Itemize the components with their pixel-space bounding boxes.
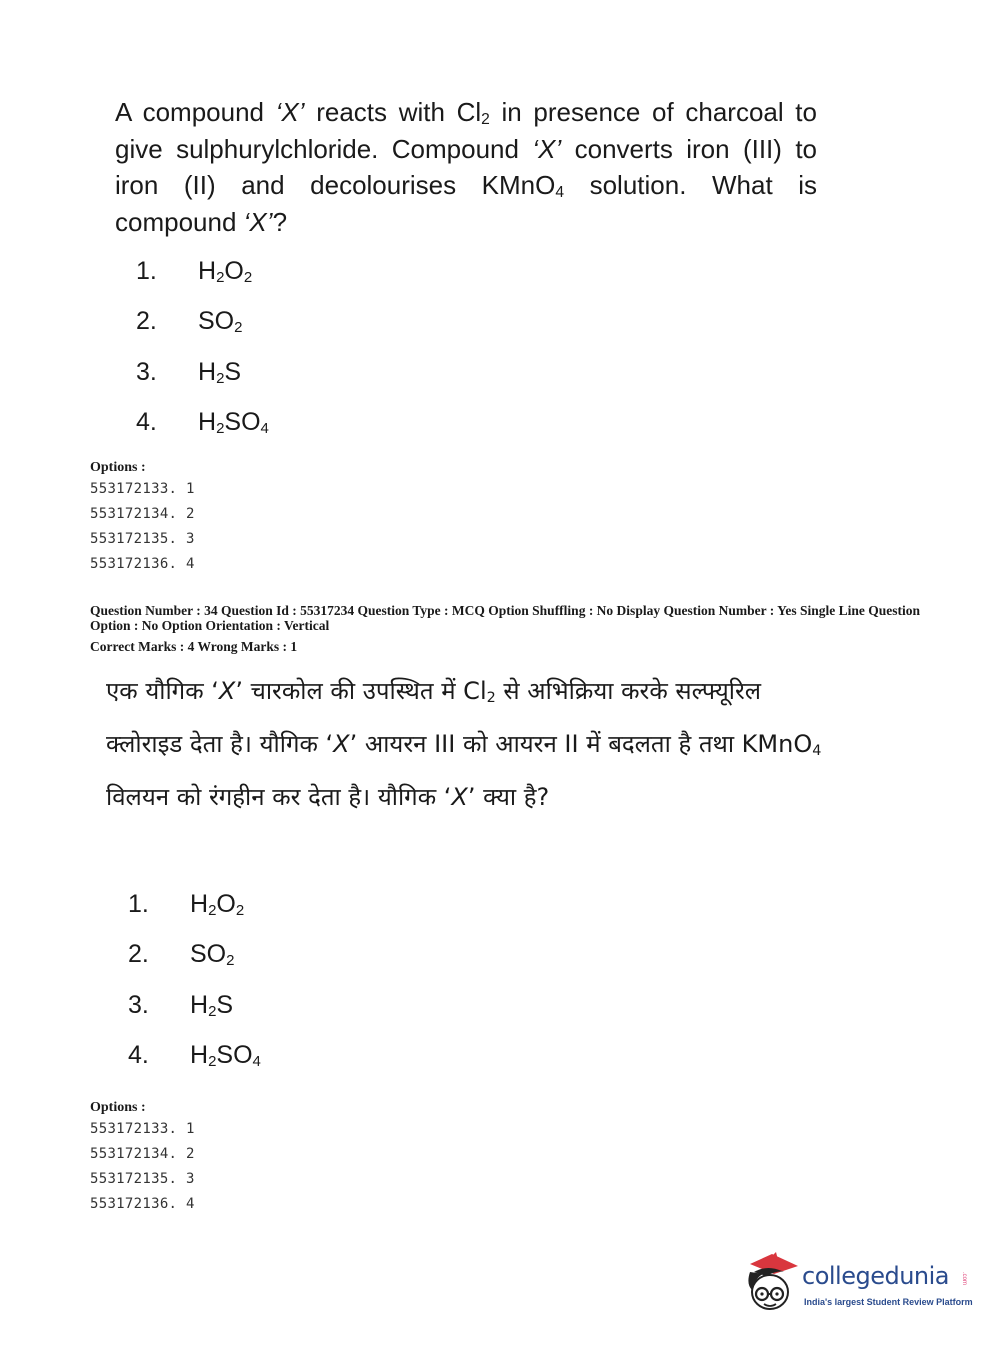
collegedunia-logo[interactable] (742, 1250, 982, 1320)
option-id: 553172136. 4 (90, 556, 195, 572)
compound-x: ‘X’ (532, 133, 562, 164)
option-id: 553172134. 2 (90, 1146, 195, 1162)
option-id: 553172135. 3 (90, 531, 195, 547)
subscript: 4 (555, 184, 565, 201)
option-id: 553172135. 3 (90, 1171, 195, 1187)
question-text-part: A compound (115, 97, 276, 127)
compound-x: X (333, 730, 350, 758)
answer-option-3: 3. $H_2S$ (136, 357, 242, 387)
answer-option-2: 2. $SO_2$ (128, 940, 235, 970)
options-label: Options : (90, 1100, 146, 1115)
answer-option-4: 4. $H_2SO_4$ (128, 1041, 261, 1071)
marks-meta: Correct Marks : 4 Wrong Marks : 1 (90, 639, 298, 654)
answer-option-list (128, 879, 261, 1081)
logo-wordmark: collegedunia (802, 1262, 950, 1290)
logo-com: .com (961, 1272, 967, 1286)
option-id: 553172133. 1 (90, 481, 195, 497)
question-text-part: solution. What is compound (115, 170, 817, 237)
answer-option-1: 1. $H_2O_2$ (136, 256, 253, 286)
options-label: Options : (90, 460, 146, 475)
option-id: 553172136. 4 (90, 1196, 195, 1212)
answer-option-2: 2. $SO_2$ (136, 307, 243, 337)
question-text-part: reacts with Cl (304, 97, 482, 127)
question-meta: Question Number : 34 Question Id : 55317234 Question Type : MCQ Option Shuffling : No Display Question Number : Yes Single Line Question Option : No Option Orientation : Vertical (90, 603, 920, 633)
option-id: 553172133. 1 (90, 1121, 195, 1137)
question-text-hindi: एक यौगिक ‘X’ चारकोल की उपस्थित में $Cl_2$ से अभिक्रिया करके सल्फ्यूरिल क्लोराइड देता है। यौगिक ‘X’ आयरन III को आयरन II में बदलता है तथा KMnO$_4$ विलयन को रंगहीन कर देता है। यौगिक ‘X’ क्या है? (106, 677, 822, 811)
answer-option-list (136, 246, 269, 448)
answer-option-4: 4. $H_2SO_4$ (136, 408, 269, 438)
question-text-part: converts iron (III) to iron (II) and decolourises KMnO (115, 133, 817, 200)
question-text-part: ? (272, 206, 288, 237)
logo-tagline: India's largest Student Review Platform (804, 1297, 973, 1307)
answer-option-3: 3. $H_2S$ (128, 990, 234, 1020)
compound-x: X (451, 783, 468, 811)
option-id-list (90, 1117, 195, 1217)
option-id-list (90, 477, 195, 577)
mascot-icon (742, 1250, 802, 1320)
question-text-part: in presence of charcoal to give sulphurylchloride. Compound (115, 97, 817, 164)
compound-x: ‘X’ (243, 206, 273, 237)
compound-x: ‘X’ (275, 97, 305, 127)
question-text-english (115, 94, 817, 240)
answer-option-1: 1. $H_2O_2$ (128, 889, 245, 919)
compound-x: X (218, 677, 236, 705)
option-id: 553172134. 2 (90, 506, 195, 522)
subscript: 2 (481, 111, 490, 128)
